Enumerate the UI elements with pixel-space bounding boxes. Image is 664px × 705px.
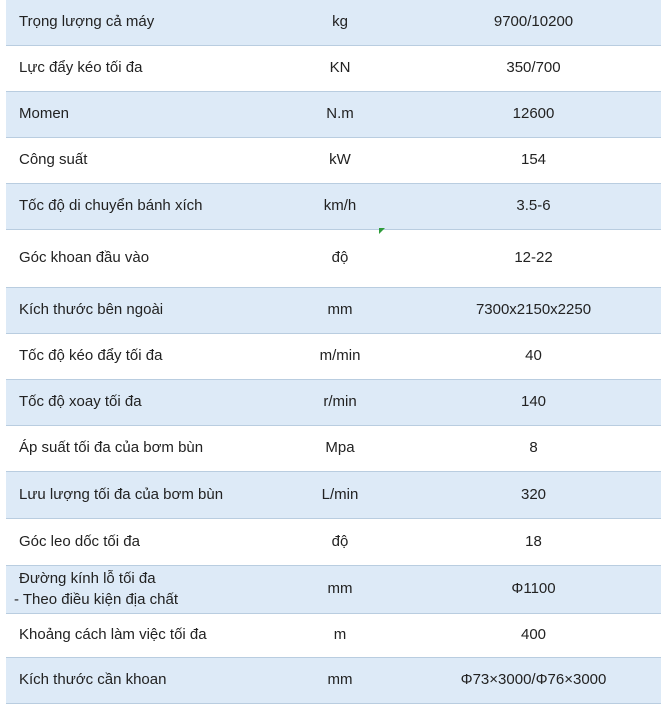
- spec-value: 7300x2150x2250: [406, 287, 661, 333]
- spec-unit: độ: [274, 518, 406, 565]
- spec-unit: KN: [274, 45, 406, 91]
- spec-name: Tốc độ kéo đẩy tối đa: [6, 333, 274, 379]
- spec-value: 40: [406, 333, 661, 379]
- spec-unit: km/h: [274, 183, 406, 229]
- spec-name: Lưu lượng tối đa của bơm bùn: [6, 471, 274, 518]
- spec-value: 320: [406, 471, 661, 518]
- spec-unit: mm: [274, 287, 406, 333]
- spec-name: Tốc độ di chuyển bánh xích: [6, 183, 274, 229]
- spec-name: Momen: [6, 91, 274, 137]
- table-row: [6, 45, 661, 91]
- spec-name: Tốc độ xoay tối đa: [6, 379, 274, 425]
- spec-unit: kg: [274, 0, 406, 45]
- spec-value: 9700/10200: [406, 0, 661, 45]
- spec-name: Lực đẩy kéo tối đa: [6, 45, 274, 91]
- spec-value: 400: [406, 613, 661, 657]
- spec-unit: kW: [274, 137, 406, 183]
- spec-name: Kích thước cần khoan: [6, 657, 274, 703]
- spec-unit: N.m: [274, 91, 406, 137]
- spec-value: 12-22: [406, 229, 661, 287]
- spec-value: 12600: [406, 91, 661, 137]
- spec-unit: r/min: [274, 379, 406, 425]
- table-row: [6, 183, 661, 229]
- spec-value: 8: [406, 425, 661, 471]
- spec-name: Góc khoan đầu vào: [6, 229, 274, 287]
- cell-comment-marker: [379, 228, 385, 234]
- spec-unit: L/min: [274, 471, 406, 518]
- table-row: [6, 0, 661, 45]
- table-row: [6, 333, 661, 379]
- spec-unit: m: [274, 613, 406, 657]
- table-row: [6, 137, 661, 183]
- table-row: [6, 565, 661, 613]
- spec-unit: độ: [274, 229, 406, 287]
- spec-value: 18: [406, 518, 661, 565]
- spec-value: Φ73×3000/Φ76×3000: [406, 657, 661, 703]
- spec-name: Kích thước bên ngoài: [6, 287, 274, 333]
- spec-name: Khoảng cách làm việc tối đa: [6, 613, 274, 657]
- spec-name: [6, 565, 274, 613]
- spec-unit: m/min: [274, 333, 406, 379]
- spec-value: 140: [406, 379, 661, 425]
- spec-unit: Mpa: [274, 425, 406, 471]
- table-row: [6, 91, 661, 137]
- spec-name: Trọng lượng cả máy: [6, 0, 274, 45]
- table-row: [6, 287, 661, 333]
- spec-unit: mm: [274, 565, 406, 613]
- spec-name-line2: - Theo điều kiện địa chất: [14, 591, 178, 608]
- table-row: [6, 425, 661, 471]
- spec-name: Góc leo dốc tối đa: [6, 518, 274, 565]
- table-row: [6, 518, 661, 565]
- table-row: [6, 229, 661, 287]
- table-row: [6, 657, 661, 703]
- spec-unit: mm: [274, 657, 406, 703]
- spec-value: 3.5-6: [406, 183, 661, 229]
- table-row: [6, 379, 661, 425]
- spec-name: Áp suất tối đa của bơm bùn: [6, 425, 274, 471]
- spec-name: Công suất: [6, 137, 274, 183]
- table-row: [6, 471, 661, 518]
- spec-name-line1: Đường kính lỗ tối đa: [19, 570, 156, 587]
- spec-table: [6, 0, 661, 704]
- spec-value: 154: [406, 137, 661, 183]
- table-row: [6, 613, 661, 657]
- spec-value: Φ1100: [406, 565, 661, 613]
- spec-value: 350/700: [406, 45, 661, 91]
